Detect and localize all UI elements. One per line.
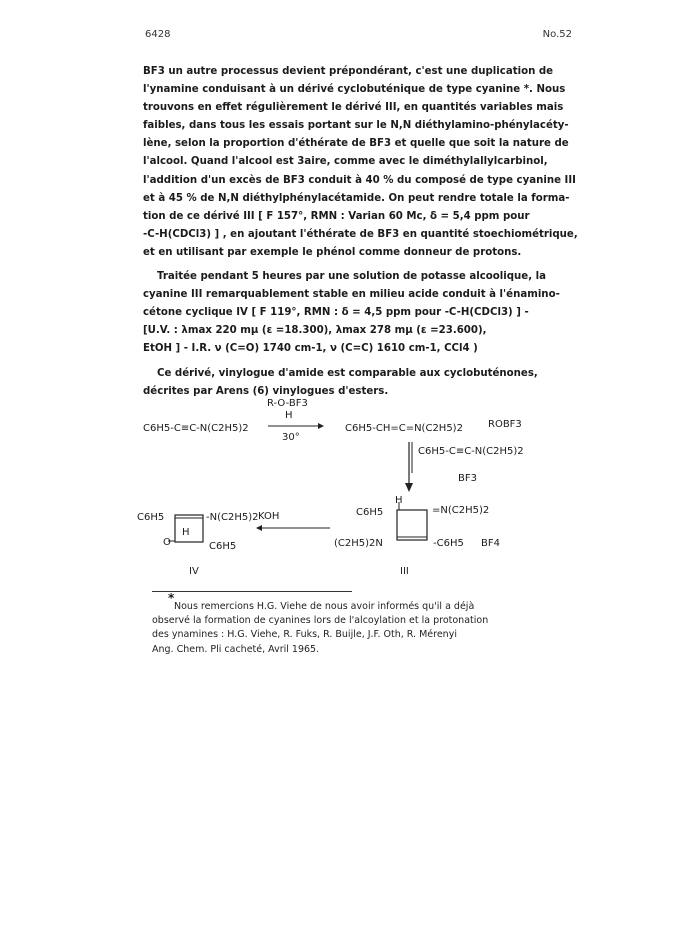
text-line: -C-H(CDCl3) ] , en ajoutant l'éthérate de BF3 en quantité stoechiométrique, (143, 228, 578, 240)
iii-phenyl-bottom: -C6H5 (433, 538, 464, 549)
footnote-line: des ynamines : H.G. Viehe, R. Fuks, R. Buijle, J.F. Oth, R. Mérenyi (152, 629, 457, 641)
text-line: lène, selon la proportion d'éthérate de BF3 et quelle que soit la nature de (143, 138, 569, 150)
iii-amine: (C2H5)2N (334, 538, 383, 549)
text-line: trouvons en effet régulièrement le dérivé III, en quantités variables mais (143, 102, 564, 114)
iii-anion: BF4 (481, 538, 500, 549)
text-line: cétone cyclique IV [ F 119°, RMN : δ = 4,5 ppm pour -C-H(CDCl3) ] - (143, 307, 529, 319)
reagent-h: H (285, 410, 293, 421)
iv-h: H (182, 527, 190, 538)
reagent-top: R-O-BF3 (267, 398, 308, 409)
text-line: l'ynamine conduisant à un dérivé cyclobuténique de type cyanine *. Nous (143, 84, 566, 96)
footnote (152, 600, 592, 657)
iii-phenyl-top: C6H5 (356, 507, 384, 518)
compound-iv-label: IV (189, 566, 199, 577)
product-formula: C6H5-CH=C=N(C2H5)2 (345, 423, 463, 434)
text-line: [U.V. : λmax 220 mμ (ε =18.300), λmax 278 mμ (ε =23.600), (143, 325, 487, 337)
text-line: BF3 un autre processus devient prépondérant, c'est une duplication de (143, 66, 554, 77)
text-line: décrites par Arens (6) vinylogues d'esters. (143, 386, 389, 398)
bf3-formula: BF3 (458, 473, 477, 484)
second-reactant-formula: C6H5-C≡C-N(C2H5)2 (418, 446, 524, 457)
iv-phenyl-bottom: C6H5 (209, 541, 237, 552)
footnote-marker: * (168, 591, 175, 605)
iii-iminium: =N(C2H5)2 (432, 505, 490, 516)
footnote-line: Ang. Chem. Pli cacheté, Avril 1965. (152, 643, 320, 655)
compound-iii-label: III (400, 566, 409, 577)
footnote-rule (152, 591, 352, 592)
down-arrow-head (405, 483, 413, 492)
koh-label: KOH (258, 511, 280, 522)
page-number: 6428 (145, 29, 171, 40)
ring-iv (175, 515, 203, 542)
text-line: EtOH ] - I.R. ν (C=O) 1740 cm-1, ν (C=C) 1610 cm-1, CCl4 ) (143, 343, 478, 355)
journal-issue: No.52 (542, 29, 572, 40)
iv-phenyl-top: C6H5 (137, 512, 165, 523)
text-line: faibles, dans tous les essais portant sur le N,N diéthylamino-phénylacéty- (143, 120, 569, 132)
text-line: et à 45 % de N,N diéthylphénylacétamide. On peut rendre totale la forma- (143, 192, 570, 204)
reactant-formula: C6H5-C≡C-N(C2H5)2 (143, 423, 249, 434)
iv-oxygen: O (163, 537, 171, 548)
koh-arrow-head (256, 525, 262, 531)
text-line: tion de ce dérivé III [ F 157°, RMN : Varian 60 Mc, δ = 5,4 ppm pour (143, 210, 530, 222)
text-line: et en utilisant par exemple le phénol comme donneur de protons. (143, 246, 522, 258)
reaction-arrow-head (318, 423, 324, 429)
iii-h: H (395, 495, 403, 506)
text-line: l'alcool. Quand l'alcool est 3aire, comme avec le diméthylallylcarbinol, (143, 156, 548, 168)
footnote-line: observé la formation de cyanines lors de l'alcoylation et la protonation (152, 615, 489, 627)
text-line: Traitée pendant 5 heures par une solution de potasse alcoolique, la (157, 271, 546, 282)
footnote-line: Nous remercions H.G. Viehe de nous avoir informés qu'il a déjà (174, 601, 475, 612)
text-line: Ce dérivé, vinylogue d'amide est comparable aux cyclobuténones, (157, 368, 538, 379)
temperature-label: 30° (282, 432, 300, 443)
ring-iii (397, 510, 427, 540)
text-line: l'addition d'un excès de BF3 conduit à 40 % du composé de type cyanine III (143, 174, 576, 186)
counterion-formula: ROBF3 (488, 419, 522, 430)
iv-amine: -N(C2H5)2 (206, 512, 259, 523)
text-line: cyanine III remarquablement stable en milieu acide conduit à l'énamino- (143, 289, 560, 301)
